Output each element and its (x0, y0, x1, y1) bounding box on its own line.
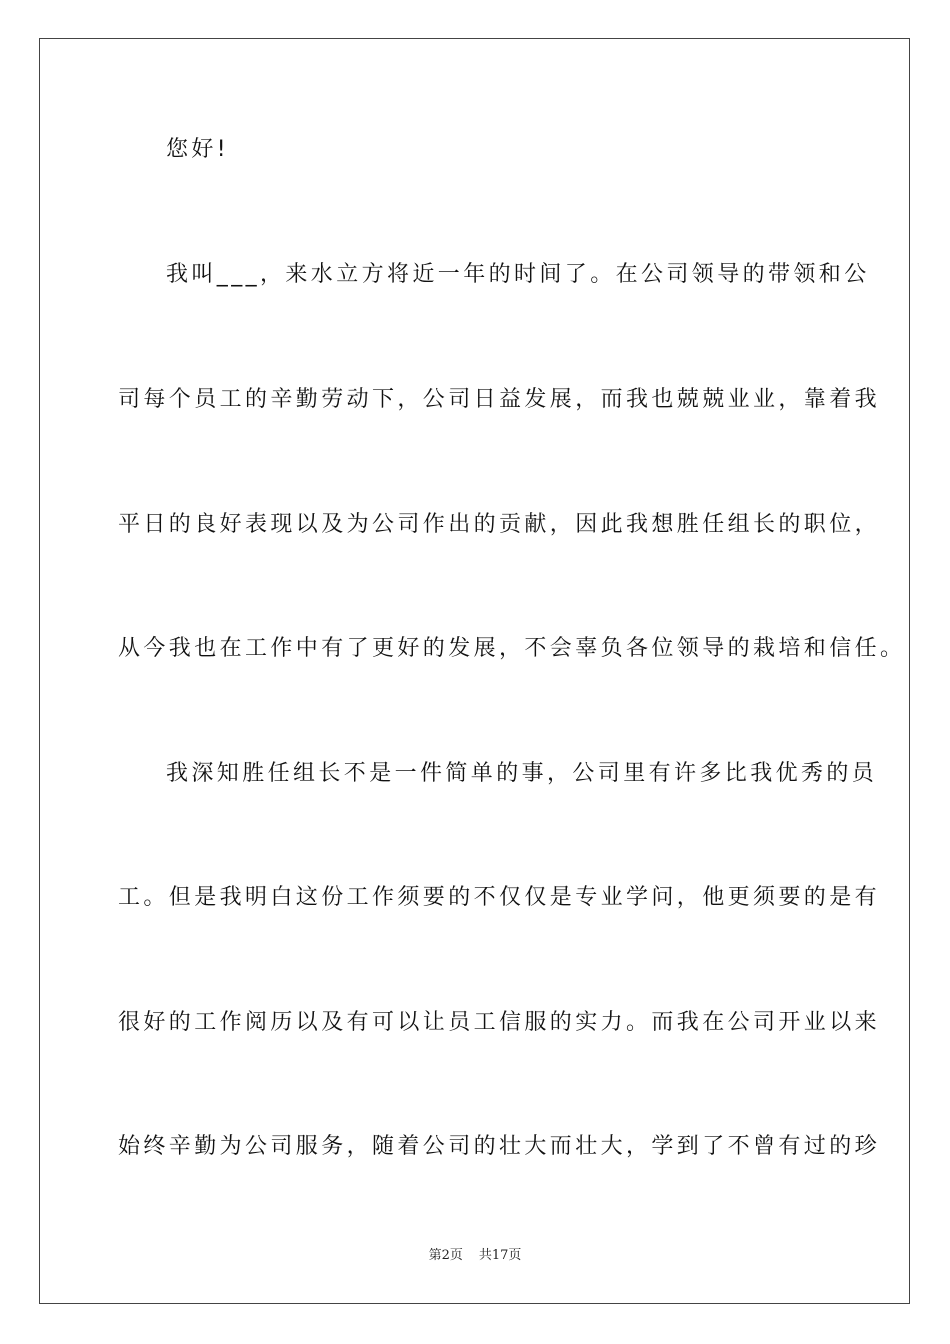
body-text-line: 很好的工作阅历以及有可以让员工信服的实力。而我在公司开业以来 (118, 1010, 881, 1035)
greeting-line: 您好! (166, 137, 230, 162)
body-text-line: 平日的良好表现以及为公司作出的贡献，因此我想胜任组长的职位， (118, 512, 881, 537)
body-text-line: 司每个员工的辛勤劳动下，公司日益发展，而我也兢兢业业，靠着我 (118, 387, 881, 412)
body-text-line: 工。但是我明白这份工作须要的不仅仅是专业学问，他更须要的是有 (118, 885, 881, 910)
body-text-line: 从今我也在工作中有了更好的发展，不会辜负各位领导的栽培和信任。 (118, 636, 906, 661)
body-text-line: 我叫___，来水立方将近一年的时间了。在公司领导的带领和公 (166, 262, 870, 287)
body-text-line: 我深知胜任组长不是一件简单的事，公司里有许多比我优秀的员 (166, 761, 878, 786)
total-pages: 共17页 (478, 1248, 522, 1263)
page-number: 第2页 (428, 1248, 463, 1263)
page-border (39, 38, 910, 1304)
page-footer (0, 1247, 950, 1265)
body-text-line: 始终辛勤为公司服务，随着公司的壮大而壮大，学到了不曾有过的珍 (118, 1134, 881, 1159)
